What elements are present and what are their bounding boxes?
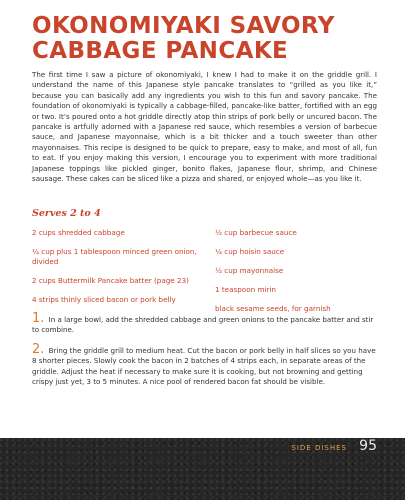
ingredient-column-left: [32, 228, 215, 323]
ingredient-item: ¼ cup hoisin sauce: [215, 247, 285, 256]
ingredient-column-right: [215, 228, 377, 323]
ingredient-item: ¼ cup plus 1 tablespoon minced green onion, divided: [32, 247, 197, 266]
page-number: 95: [359, 438, 377, 454]
step-number: 2.: [32, 342, 45, 357]
ingredient-item: ½ cup barbecue sauce: [215, 228, 297, 237]
section-label: SIDE DISHES: [291, 444, 347, 452]
serves-label: Serves 2 to 4: [32, 208, 101, 219]
step-number: 1.: [32, 311, 45, 326]
instruction-step-2: [32, 342, 377, 388]
ingredient-item: 2 cups Buttermilk Pancake batter (page 23): [32, 276, 189, 285]
ingredient-list: [32, 228, 377, 323]
recipe-intro: The first time I saw a picture of okonomiyaki, I knew I had to make it on the griddle grill. I understand the name of this Japanese style pancake translates to “grilled as you like it,” because you can basically add any ingredients you wish to this fun and savory pancake. The foundation of okonomiyaki is typically a cabbage-filled, pancake-like batter, fortified with an egg or two. It’s poured onto a hot griddle directly atop thin strips of pork belly or uncured bacon. The pancake is artfully adorned with a Japanese red sauce, which resembles a version of barbecue sauce, and Japanese mayonnaise, which is a bit thicker and a touch sweeter than other mayonnaises. This recipe is designed to be quick to prepare, easy to make, and most of all, fun to eat. If you enjoy making this version, I encourage you to experiment with more traditional Japanese toppings like pickled ginger, bonito flakes, Japanese flour, shrimp, and Chinese sausage. These cakes can be sliced like a pizza and shared, or enjoyed whole—as you like it.: [32, 70, 377, 184]
ingredient-item: 1 teaspoon mirin: [215, 285, 276, 294]
instruction-step-1: [32, 311, 377, 336]
ingredient-item: black sesame seeds, for garnish: [215, 304, 331, 313]
ingredient-item: 2 cups shredded cabbage: [32, 228, 125, 237]
step-text: Bring the griddle grill to medium heat. Cut the bacon or pork belly in half slices so you have 8 shorter pieces. Slowly cook the bacon in 2 batches of 4 strips each, in separate areas of the griddle. Adjust the heat if necessary to make sure it is cooking, but not browning and getting crispy just yet, 3 to 5 minutes. A nice pool of rendered bacon fat should be visible.: [32, 346, 376, 387]
ingredient-item: 4 strips thinly sliced bacon or pork belly: [32, 295, 176, 304]
recipe-title: OKONOMIYAKI SAVORY CABBAGE PANCAKE: [32, 13, 335, 64]
page-footer: [0, 438, 405, 500]
ingredient-item: ½ cup mayonnaise: [215, 266, 284, 275]
step-text: In a large bowl, add the shredded cabbage and green onions to the pancake batter and stir to combine.: [32, 315, 374, 335]
